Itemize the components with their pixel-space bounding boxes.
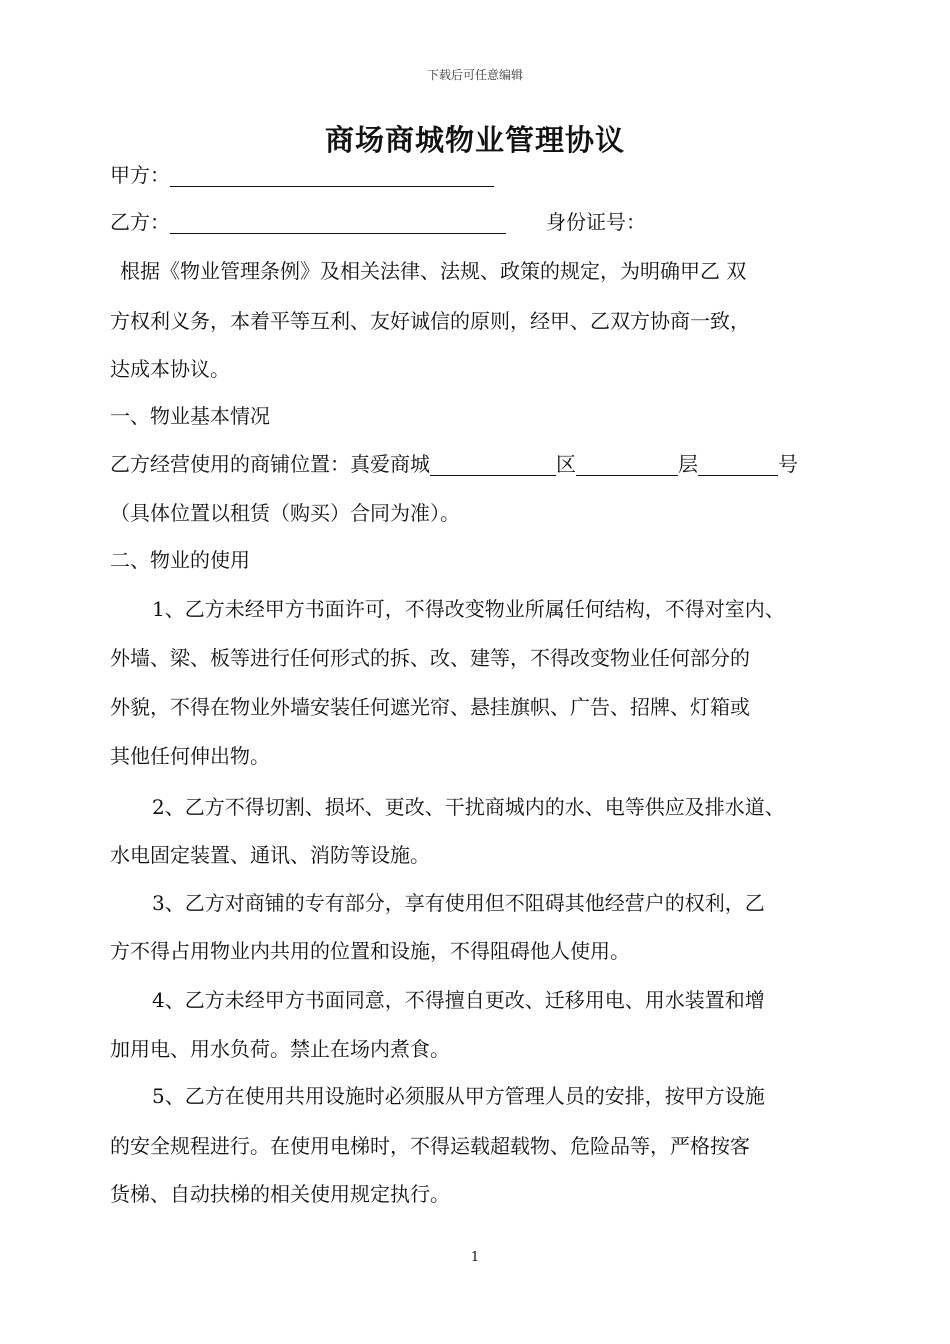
document-title: 商场商城物业管理协议 [324,123,625,157]
zone-label: 区 [556,452,576,476]
party-b-row [110,210,506,234]
paragraph-line: 达成本协议。 [110,357,230,381]
section-heading: 二、物业的使用 [110,548,250,572]
zone-blank [430,455,556,476]
clause-line: 加用电、用水负荷。禁止在场内煮食。 [110,1037,450,1061]
clause-line: 的安全规程进行。在使用电梯时，不得运载超载物、危险品等，严格按客 [110,1134,750,1158]
clause-line: 3、乙方对商铺的专有部分，享有使用但不阻碍其他经营户的权利，乙 [152,891,765,915]
number-blank [698,455,778,476]
floor-blank [576,455,678,476]
clause-line: 方不得占用物业内共用的位置和设施，不得阻碍他人使用。 [110,939,630,963]
clause-line: 其他任何伸出物。 [110,744,270,768]
paragraph-line: 根据《物业管理条例》及相关法律、法规、政策的规定，为明确甲乙 双 [120,259,747,283]
party-b-label: 乙方： [110,210,170,234]
number-label: 号 [778,452,798,476]
paragraph-line: （具体位置以租赁（购买）合同为准）。 [110,501,460,525]
clause-line: 5、乙方在使用共用设施时必须服从甲方管理人员的安排，按甲方设施 [152,1084,765,1108]
clause-line: 2、乙方不得切割、损坏、更改、干扰商城内的水、电等供应及排水道、 [152,795,785,819]
clause-line: 货梯、自动扶梯的相关使用规定执行。 [110,1182,450,1206]
location-prefix: 乙方经营使用的商铺位置：真爱商城 [110,452,430,476]
clause-line: 外墙、梁、板等进行任何形式的拆、改、建等，不得改变物业任何部分的 [110,646,750,670]
party-a-row [110,163,494,187]
location-row [110,452,798,476]
clause-line: 1、乙方未经甲方书面许可，不得改变物业所属任何结构，不得对室内、 [152,597,785,621]
header-note: 下载后可任意编辑 [426,68,523,82]
party-b-blank [170,213,506,234]
page-number: 1 [470,1250,480,1265]
clause-line: 外貌，不得在物业外墙安装任何遮光帘、悬挂旗帜、广告、招牌、灯箱或 [110,695,750,719]
party-a-label: 甲方： [110,163,170,187]
party-a-blank [170,166,494,187]
id-number-label: 身份证号： [546,210,646,234]
clause-line: 4、乙方未经甲方书面同意，不得擅自更改、迁移用电、用水装置和增 [152,988,765,1012]
floor-label: 层 [678,452,698,476]
clause-line: 水电固定装置、通讯、消防等设施。 [110,843,430,867]
paragraph-line: 方权利义务，本着平等互利、友好诚信的原则，经甲、乙双方协商一致， [110,309,750,333]
section-heading: 一、物业基本情况 [110,404,270,428]
